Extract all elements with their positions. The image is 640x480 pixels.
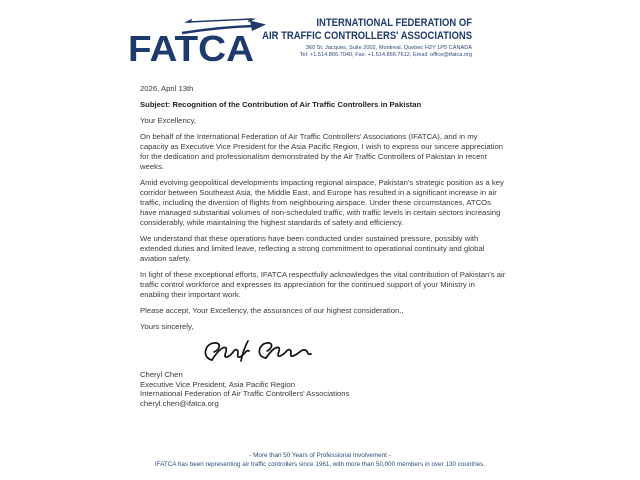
org-header <box>228 17 472 59</box>
letter-body <box>140 84 506 408</box>
salutation: Your Excellency, <box>140 116 196 125</box>
paragraph-2: Amid evolving geopolitical developments impacting regional airspace, Pakistan's strategic position as a key corridor between Southeast Asia, the Middle East, and Europe has resulted in a significant increase in air traffic, including the diversion of flights from neighbouring airspace. Under these circumstances, ATCOs have managed substantial volumes of non-scheduled traffic, with traffic levels in certain sectors increasing considerably, while maintaining the highest standards of safety and efficiency. <box>140 178 504 227</box>
org-address-line: 360 St. Jacques, Suite 2002, Montreal, Quebec H2Y 1P5 CANADA <box>305 45 472 51</box>
logo-wordmark: FATCA <box>128 28 254 66</box>
org-contact-block <box>228 45 472 59</box>
valediction: Yours sincerely, <box>140 322 194 331</box>
footer-slogan: - More than 50 Years of Professional Involvement - <box>249 452 391 459</box>
signature-icon <box>198 338 318 372</box>
signer-organization: International Federation of Air Traffic Controllers' Associations <box>140 389 350 398</box>
letter-date: 2026, April 13th <box>140 84 194 93</box>
handwritten-signature <box>198 338 506 372</box>
signer-email: cheryl.chen@ifatca.org <box>140 398 219 408</box>
footer-description: IFATCA has been representing air traffic controllers since 1961, with more than 50,000 members in over 130 countries. <box>154 460 486 468</box>
paragraph-4: In light of these exceptional efforts, IFATCA respectfully acknowledges the vital contribution of Pakistan's air traffic control workforce and expresses its appreciation for the continued support of your Ministry in enabling their important work. <box>140 270 506 299</box>
signature-block <box>140 370 506 408</box>
letter-subject: Subject: Recognition of the Contribution of Air Traffic Controllers in Pakistan <box>140 100 422 109</box>
signer-name: Cheryl Chen <box>140 370 183 379</box>
signer-title: Executive Vice President, Asia Pacific Region <box>140 379 295 389</box>
paragraph-3: We understand that these operations have been conducted under sustained pressure, possibly with extended duties and limited leave, reflecting a strong commitment to operational continuity and global aviation safety. <box>140 234 485 263</box>
org-name-line2: AIR TRAFFIC CONTROLLERS' ASSOCIATIONS <box>262 29 472 42</box>
letter-footer <box>0 452 640 469</box>
org-name-line1: INTERNATIONAL FEDERATION OF <box>316 17 472 29</box>
paragraph-1: On behalf of the International Federation of Air Traffic Controllers' Associations (IFATCA), and in my capacity as Executive Vice President for the Asia Pacific Region, I wish to express our sincere appreciation for the dedication and professionalism demonstrated by the Air Traffic Controllers of Pakistan in recent weeks. <box>140 132 504 171</box>
org-contact-line: Tel: +1.514.866.7040, Fax: +1.514.866.7612, Email: office@ifatca.org <box>299 52 472 58</box>
closing-line: Please accept, Your Excellency, the assurances of our highest consideration., <box>140 306 404 315</box>
